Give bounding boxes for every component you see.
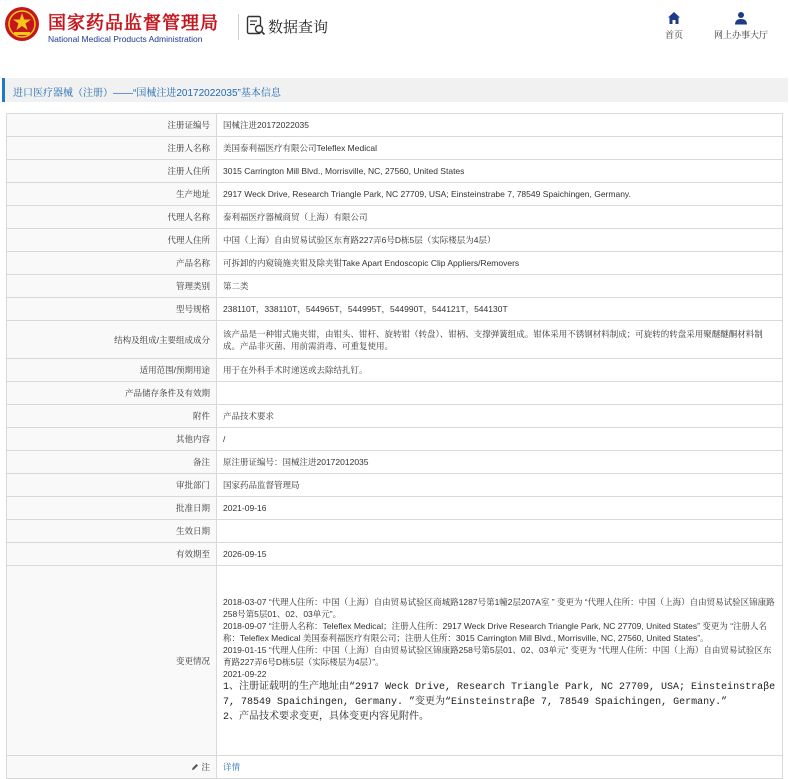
table-row — [7, 497, 783, 520]
field-value: 该产品是一种钳式施夹钳，由钳头、钳杆、旋转钳（转盘）、钳柄、支撑弹簧组成。钳体采用不锈钢材料制成；可旋转的转盘采用聚醚醚酮材料制成。产品非灭菌、用前需消毒、可重复使用。 — [217, 321, 783, 359]
table-row — [7, 229, 783, 252]
page-title-bar — [2, 78, 788, 102]
table-row — [7, 474, 783, 497]
change-entry: 2018-03-07 “代理人住所：中国（上海）自由贸易试验区商城路1287号第1幢2层207A室 ” 变更为 “代理人住所：中国（上海）自由贸易试验区锦康路258号第5层01、02、03单元”。 — [223, 597, 775, 619]
field-label: 适用范围/预期用途 — [7, 359, 217, 382]
field-label: 审批部门 — [7, 474, 217, 497]
table-row — [7, 321, 783, 359]
field-value: 国家药品监督管理局 — [217, 474, 783, 497]
field-label: 代理人名称 — [7, 206, 217, 229]
user-icon — [734, 11, 748, 25]
field-label: 生产地址 — [7, 183, 217, 206]
table-row — [7, 520, 783, 543]
table-row — [7, 275, 783, 298]
field-label: 结构及组成/主要组成成分 — [7, 321, 217, 359]
table-row — [7, 428, 783, 451]
table-row — [7, 382, 783, 405]
field-label: 注册证编号 — [7, 114, 217, 137]
data-query-icon — [246, 15, 266, 37]
field-label: 变更情况 — [7, 566, 217, 756]
page-title: 进口医疗器械（注册）——“国械注进20172022035”基本信息 — [13, 88, 281, 99]
field-value: 238110T，338110T，544965T，544995T，544990T，544121T，544130T — [217, 298, 783, 321]
details-link[interactable]: 详情 — [223, 762, 241, 772]
table-row — [7, 137, 783, 160]
change-detail: 1、注册证载明的生产地址由“2917 Weck Drive, Research Triangle Park, NC 27709, USA; Einsteinstraβe 7, 78549 Spaichingen, Germany. ”变更为“Einsteinstraβe 7, 78549 Spaichingen, Germany.” — [223, 682, 776, 708]
field-label: 备注 — [7, 451, 217, 474]
table-row — [7, 543, 783, 566]
pen-icon — [191, 763, 199, 771]
note-label: 注 — [201, 762, 210, 772]
field-label — [7, 756, 217, 779]
field-value: 原注册证编号：国械注进20172012035 — [217, 451, 783, 474]
org-name-en[interactable]: National Medical Products Administration — [48, 34, 203, 44]
field-value: 用于在外科手术时递送或去除结扎钉。 — [217, 359, 783, 382]
field-label: 注册人住所 — [7, 160, 217, 183]
field-value: 泰利福医疗器械商贸（上海）有限公司 — [217, 206, 783, 229]
change-entry: 2018-09-07 “注册人名称：Teleflex Medical；注册人住所：2917 Weck Drive Research Triangle Park, NC 27709, United States” 变更为 “注册人名称：Teleflex Medical 美国泰利福医疗有限公司；注册人住所：3015 Carrington Mill Blvd., Morrisville, NC, 27560, United States”。 — [223, 621, 768, 643]
field-value — [217, 756, 783, 779]
field-value: / — [217, 428, 783, 451]
field-value: 2026-09-15 — [217, 543, 783, 566]
field-label: 其他内容 — [7, 428, 217, 451]
org-name-cn[interactable]: 国家药品监督管理局 — [48, 13, 219, 33]
change-history — [217, 566, 783, 756]
field-value: 产品技术要求 — [217, 405, 783, 428]
registration-info-table — [6, 113, 783, 779]
field-value — [217, 520, 783, 543]
nmpa-emblem-icon — [4, 6, 40, 42]
table-row-changes — [7, 566, 783, 756]
change-entry: 2019-01-15 “代理人住所：中国（上海）自由贸易试验区锦康路258号第5层01、02、03单元” 变更为 “代理人住所：中国（上海）自由贸易试验区东育路227弄6号D栋5层（实际楼层为4层）”。 — [223, 645, 772, 667]
table-row — [7, 298, 783, 321]
field-label: 型号规格 — [7, 298, 217, 321]
table-row — [7, 183, 783, 206]
table-row — [7, 252, 783, 275]
page-section-title: 数据查询 — [268, 19, 329, 36]
field-value: 3015 Carrington Mill Blvd., Morrisville, NC, 27560, United States — [217, 160, 783, 183]
table-row — [7, 206, 783, 229]
table-row — [7, 405, 783, 428]
nav-home-label: 首页 — [664, 30, 683, 40]
table-row — [7, 359, 783, 382]
nav-online-office-label: 网上办事大厅 — [713, 30, 768, 40]
table-row — [7, 160, 783, 183]
field-value: 美国泰利福医疗有限公司Teleflex Medical — [217, 137, 783, 160]
field-value: 国械注进20172022035 — [217, 114, 783, 137]
nav-online-office[interactable] — [706, 11, 776, 41]
field-label: 注册人名称 — [7, 137, 217, 160]
table-row — [7, 114, 783, 137]
field-value: 2917 Weck Drive, Research Triangle Park, NC 27709, USA; Einsteinstrabe 7, 78549 Spaichingen, Germany. — [217, 183, 783, 206]
field-value: 第二类 — [217, 275, 783, 298]
field-value: 中国（上海）自由贸易试验区东育路227弄6号D栋5层（实际楼层为4层） — [217, 229, 783, 252]
home-icon — [667, 11, 681, 25]
field-value: 可拆卸的内窥镜施夹钳及除夹钳Take Apart Endoscopic Clip Appliers/Removers — [217, 252, 783, 275]
table-row-note — [7, 756, 783, 779]
change-detail: 2、产品技术要求变更，具体变更内容见附件。 — [223, 712, 430, 723]
field-label: 有效期至 — [7, 543, 217, 566]
field-value — [217, 382, 783, 405]
nav-home[interactable] — [659, 11, 689, 41]
header-divider — [238, 14, 239, 40]
change-entry: 2021-09-22 — [223, 669, 267, 679]
table-row — [7, 451, 783, 474]
field-label: 产品储存条件及有效期 — [7, 382, 217, 405]
field-value: 2021-09-16 — [217, 497, 783, 520]
field-label: 批准日期 — [7, 497, 217, 520]
site-header — [0, 0, 790, 62]
field-label: 产品名称 — [7, 252, 217, 275]
field-label: 生效日期 — [7, 520, 217, 543]
field-label: 附件 — [7, 405, 217, 428]
field-label: 管理类别 — [7, 275, 217, 298]
field-label: 代理人住所 — [7, 229, 217, 252]
